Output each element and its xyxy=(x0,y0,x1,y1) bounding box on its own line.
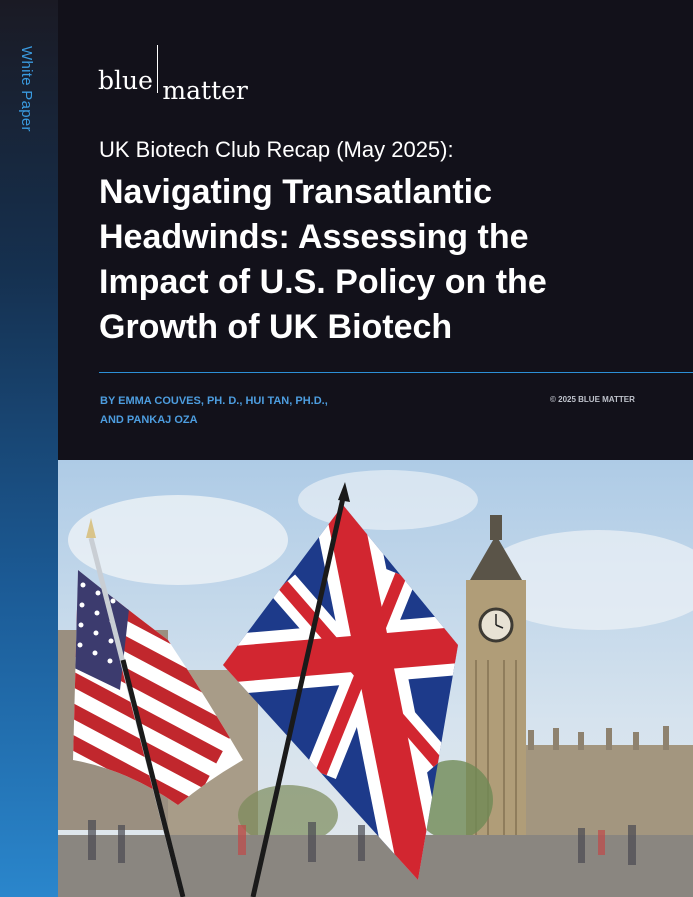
title-line: Navigating Transatlantic xyxy=(99,173,492,211)
authors-line: AND PANKAJ OZA xyxy=(100,414,198,426)
copyright-notice: © 2025 BLUE MATTER xyxy=(550,395,635,404)
cover-photo-flags-big-ben xyxy=(58,460,693,897)
logo-divider xyxy=(157,45,159,93)
authors xyxy=(100,392,400,430)
logo-word-blue: blue xyxy=(98,66,153,95)
street xyxy=(58,835,693,897)
subtitle: UK Biotech Club Recap (May 2025): xyxy=(99,137,454,162)
page-title xyxy=(99,170,659,350)
blue-matter-logo xyxy=(98,45,248,105)
authors-line: BY EMMA COUVES, PH. D., HUI TAN, PH.D., xyxy=(100,395,328,407)
document-type-label: White Paper xyxy=(18,46,35,132)
divider-rule xyxy=(99,372,693,373)
title-line: Growth of UK Biotech xyxy=(99,308,453,346)
title-line: Impact of U.S. Policy on the xyxy=(99,263,547,301)
logo-word-matter: matter xyxy=(162,76,248,105)
title-line: Headwinds: Assessing the xyxy=(99,218,529,256)
cover-header xyxy=(58,0,693,460)
sidebar-strip xyxy=(0,0,58,897)
